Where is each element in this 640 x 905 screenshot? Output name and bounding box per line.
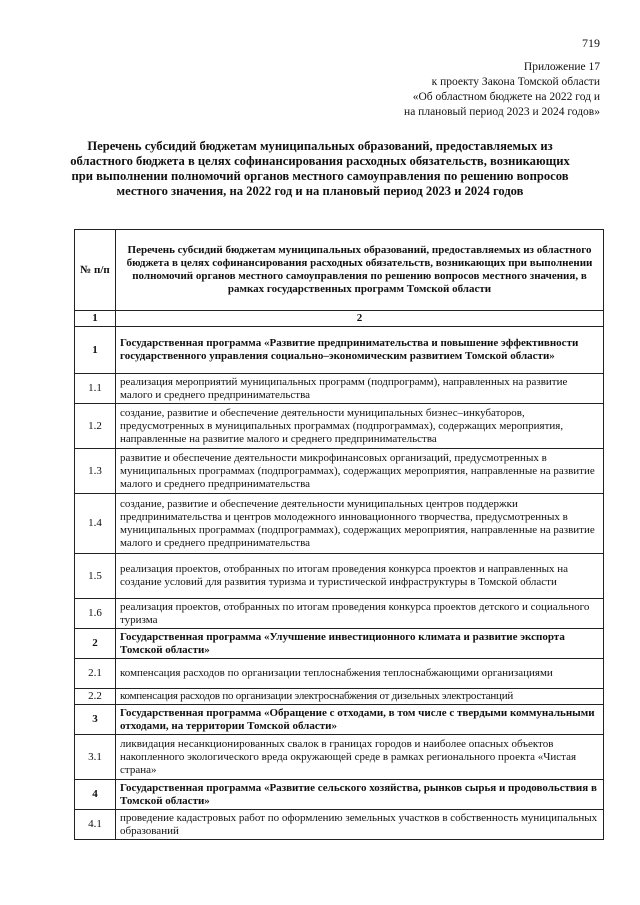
row-text: создание, развитие и обеспечение деятельности муниципальных бизнес–инкубаторов, предусмотренных в муниципальных программах (подпрограммах), содержащих мероприятия, направленные на развитие малого и среднего предпринимательства [116, 404, 604, 449]
row-text: реализация мероприятий муниципальных программ (подпрограмм), направленных на развитие малого и среднего предпринимательства [116, 374, 604, 404]
row-number: 1.5 [75, 554, 116, 599]
row-number: 4.1 [75, 810, 116, 840]
table-row [75, 494, 604, 554]
appendix-line: к проекту Закона Томской области [431, 76, 600, 88]
table-row [75, 599, 604, 629]
table-row [75, 327, 604, 374]
table-row [75, 659, 604, 689]
row-text: Государственная программа «Улучшение инвестиционного климата и развитие экспорта Томской области» [116, 629, 604, 659]
row-text: развитие и обеспечение деятельности микрофинансовых организаций, предусмотренных в муниципальных программах (подпрограммах), содержащих мероприятия, направленные на развитие малого и среднего предпринимательства [116, 449, 604, 494]
document-title: Перечень субсидий бюджетам муниципальных образований, предоставляемых из областного бюджета в целях софинансирования расходных обязательств, возникающих при выполнении полномочий органов местного самоуправления по решению вопросов местного значения, на 2022 год и на плановый период 2023 и 2024 годов [70, 139, 570, 198]
appendix-line: Приложение 17 [523, 61, 600, 73]
row-text: компенсация расходов по организации теплоснабжения теплоснабжающими организациями [116, 659, 604, 689]
table-row [75, 735, 604, 780]
table-row [75, 449, 604, 494]
row-number: 1.2 [75, 404, 116, 449]
row-number: 1.1 [75, 374, 116, 404]
appendix-line: «Об областном бюджете на 2022 год и [412, 91, 600, 103]
row-text: создание, развитие и обеспечение деятельности муниципальных центров поддержки предпринимательства и центров молодежного инновационного творчества, предусмотренных в муниципальных программах (подпрограммах), содержащих мероприятия, направленные на развитие малого и среднего предпринимательства [116, 494, 604, 554]
appendix-line: на плановый период 2023 и 2024 годов» [404, 106, 600, 118]
table-row [75, 705, 604, 735]
table-row [75, 554, 604, 599]
row-text: ликвидация несанкционированных свалок в границах городов и наиболее опасных объектов накопленного экологического вреда окружающей среде в рамках регионального проекта «Чистая страна» [116, 735, 604, 780]
table-header-row [75, 230, 604, 311]
table-row [75, 404, 604, 449]
row-number: 2.2 [75, 689, 116, 705]
appendix-note [340, 60, 600, 120]
table-row [75, 780, 604, 810]
row-number: 2 [75, 629, 116, 659]
row-text: Государственная программа «Развитие предпринимательства и повышение эффективности государственного управления социально–экономическим развитием Томской области» [116, 327, 604, 374]
header-number-cell: № п/п [75, 230, 116, 311]
column-number: 2 [116, 311, 604, 327]
row-number: 1 [75, 327, 116, 374]
row-number: 1.6 [75, 599, 116, 629]
row-number: 1.4 [75, 494, 116, 554]
row-number: 2.1 [75, 659, 116, 689]
row-text: компенсация расходов по организации электроснабжения от дизельных электростанций [116, 689, 604, 705]
row-text: проведение кадастровых работ по оформлению земельных участков в собственность муниципальных образований [116, 810, 604, 840]
table-row [75, 629, 604, 659]
row-text: Государственная программа «Развитие сельского хозяйства, рынков сырья и продовольствия в Томской области» [116, 780, 604, 810]
row-text: Государственная программа «Обращение с отходами, в том числе с твердыми коммунальными отходами, на территории Томской области» [116, 705, 604, 735]
table-row [75, 810, 604, 840]
subsidies-table [74, 229, 604, 840]
row-number: 3 [75, 705, 116, 735]
row-number: 1.3 [75, 449, 116, 494]
header-title-cell: Перечень субсидий бюджетам муниципальных образований, предоставляемых из областного бюджета в целях софинансирования расходных обязательств, возникающих при выполнении полномочий органов местного самоуправления по решению вопросов местного значения, в рамках государственных программ Томской области [116, 230, 604, 311]
row-text: реализация проектов, отобранных по итогам проведения конкурса проектов и направленных на создание условий для развития туризма и туристической инфраструктуры в Томской области [116, 554, 604, 599]
row-number: 3.1 [75, 735, 116, 780]
table-row [75, 689, 604, 705]
column-numbers-row [75, 311, 604, 327]
row-text: реализация проектов, отобранных по итогам проведения конкурса проектов детского и социального туризма [116, 599, 604, 629]
table-row [75, 374, 604, 404]
column-number: 1 [75, 311, 116, 327]
row-number: 4 [75, 780, 116, 810]
page-number: 719 [582, 36, 600, 50]
